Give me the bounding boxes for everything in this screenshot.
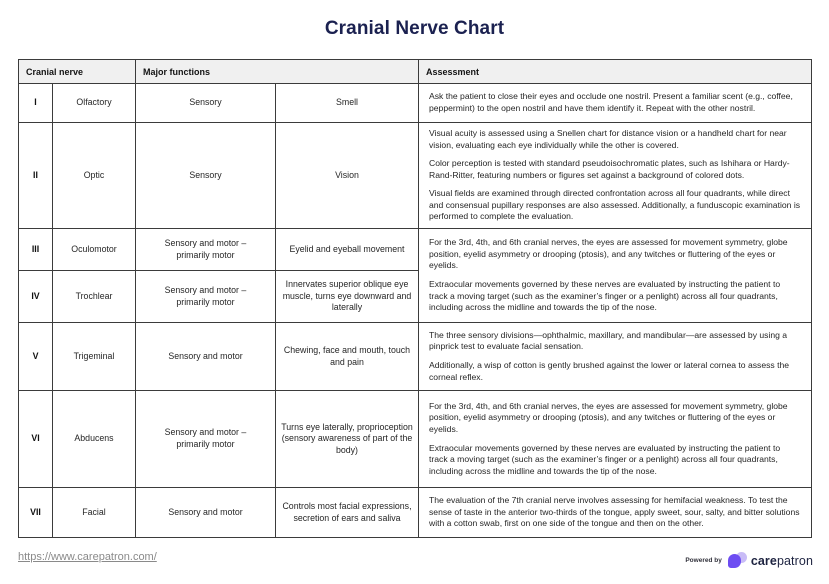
nerve-type: Sensory xyxy=(136,84,276,123)
carepatron-link[interactable]: https://www.carepatron.com/ xyxy=(18,551,157,563)
column-header-assessment: Assessment xyxy=(419,60,812,84)
nerve-function: Controls most facial expressions, secretion of ears and saliva xyxy=(276,488,419,538)
nerve-numeral: VII xyxy=(19,488,53,538)
nerve-assessment xyxy=(419,84,812,123)
brand-text-regular: patron xyxy=(776,553,813,568)
nerve-numeral: IV xyxy=(19,271,53,323)
table-row-oculomotor xyxy=(19,229,812,271)
powered-by-label: Powered by xyxy=(685,557,722,564)
nerve-type: Sensory xyxy=(136,123,276,229)
brand-text-bold: care xyxy=(750,553,777,568)
assessment-paragraph: Visual acuity is assessed using a Snellen chart for distance vision or a handheld chart for near vision, evaluating each eye individually while the other is covered. xyxy=(429,128,787,150)
nerve-assessment xyxy=(419,391,812,488)
nerve-type: Sensory and motor xyxy=(136,323,276,391)
nerve-assessment xyxy=(419,488,812,538)
page-title: Cranial Nerve Chart xyxy=(324,18,505,39)
nerve-type: Sensory and motor – primarily motor xyxy=(136,229,276,271)
nerve-function: Innervates superior oblique eye muscle, turns eye downward and laterally xyxy=(276,271,419,323)
assessment-paragraph: Ask the patient to close their eyes and occlude one nostril. Present a familiar scent (e.g., coffee, peppermint) to the open nostril and have them identify it. Repeat with the other nostril. xyxy=(429,91,793,113)
nerve-function: Turns eye laterally, proprioception (sensory awareness of part of the body) xyxy=(276,391,419,488)
nerve-name: Optic xyxy=(53,123,136,229)
table-row-trigeminal xyxy=(19,323,812,391)
assessment-paragraph: For the 3rd, 4th, and 6th cranial nerves, the eyes are assessed for movement symmetry, globe position, eyelid asymmetry or drooping (ptosis), and any twitches or fluttering of the eyes or eyelids. xyxy=(429,400,788,434)
nerve-type: Sensory and motor – primarily motor xyxy=(136,391,276,488)
nerve-numeral: I xyxy=(19,84,53,123)
table-row-olfactory xyxy=(19,84,812,123)
nerve-numeral: II xyxy=(19,123,53,229)
column-header-cranial-nerve: Cranial nerve xyxy=(19,60,136,84)
nerve-function: Eyelid and eyeball movement xyxy=(276,229,419,271)
assessment-paragraph: The three sensory divisions—ophthalmic, maxillary, and mandibular—are assessed by using a pinprick test to evaluate facial sensation. xyxy=(429,329,788,352)
nerve-name: Olfactory xyxy=(53,84,136,123)
table-row-optic xyxy=(19,123,812,229)
nerve-function: Chewing, face and mouth, touch and pain xyxy=(276,323,419,391)
nerve-name: Trochlear xyxy=(53,271,136,323)
nerve-assessment-shared xyxy=(419,229,812,323)
column-header-major-functions: Major functions xyxy=(136,60,419,84)
nerve-numeral: V xyxy=(19,323,53,391)
nerve-type: Sensory and motor – primarily motor xyxy=(136,271,276,323)
nerve-name: Abducens xyxy=(53,391,136,488)
assessment-paragraph: Extraocular movements governed by these nerves are evaluated by instructing the patient to track a moving target (such as the examiner’s finger or a penlight) across all four quadrants, including across the midline and towards the tip of the nose. xyxy=(429,442,781,476)
logo-circle-dark xyxy=(728,554,742,568)
table-row-facial xyxy=(19,488,812,538)
nerve-name: Facial xyxy=(53,488,136,538)
cranial-nerve-table xyxy=(18,59,812,538)
nerve-function: Vision xyxy=(276,123,419,229)
assessment-paragraph: Color perception is tested with standard pseudoisochromatic plates, such as Ishihara or Hardy-Rand-Ritter, featuring numbers or figures set against a background of colored dots. xyxy=(429,158,790,180)
nerve-type: Sensory and motor xyxy=(136,488,276,538)
nerve-name: Trigeminal xyxy=(53,323,136,391)
table-header-row xyxy=(19,60,812,84)
nerve-assessment xyxy=(419,323,812,391)
powered-by-badge xyxy=(685,552,813,569)
nerve-numeral: III xyxy=(19,229,53,271)
assessment-paragraph: For the 3rd, 4th, and 6th cranial nerves, the eyes are assessed for movement symmetry, globe position, eyelid asymmetry or drooping (ptosis), and any twitches or fluttering of the eyes or eyelids. xyxy=(429,237,788,271)
assessment-paragraph: Visual fields are examined through directed confrontation across all four quadrants, while direct and consensual pupillary responses are also assessed. Additionally, a funduscopic examination is performed to complete the evaluation. xyxy=(429,188,801,222)
carepatron-wordmark xyxy=(751,554,813,568)
table-row-abducens xyxy=(19,391,812,488)
assessment-paragraph: Extraocular movements governed by these nerves are evaluated by instructing the patient to track a moving target (such as the examiner’s finger or a penlight) across all four quadrants, including across the midline and towards the tip of the nose. xyxy=(429,279,781,313)
nerve-name: Oculomotor xyxy=(53,229,136,271)
nerve-assessment xyxy=(419,123,812,229)
nerve-numeral: VI xyxy=(19,391,53,488)
carepatron-logo-icon xyxy=(728,552,747,569)
assessment-paragraph: Additionally, a wisp of cotton is gently brushed against the lower or lateral cornea to assess the corneal reflex. xyxy=(429,360,790,382)
assessment-paragraph: The evaluation of the 7th cranial nerve involves assessing for hemifacial weakness. To test the sense of taste in the anterior two-thirds of the tongue, apply sweet, sour, salty, and bitter solutions with a cotton swab, first on one side of the tongue and then on the other. xyxy=(429,495,800,529)
nerve-function: Smell xyxy=(276,84,419,123)
